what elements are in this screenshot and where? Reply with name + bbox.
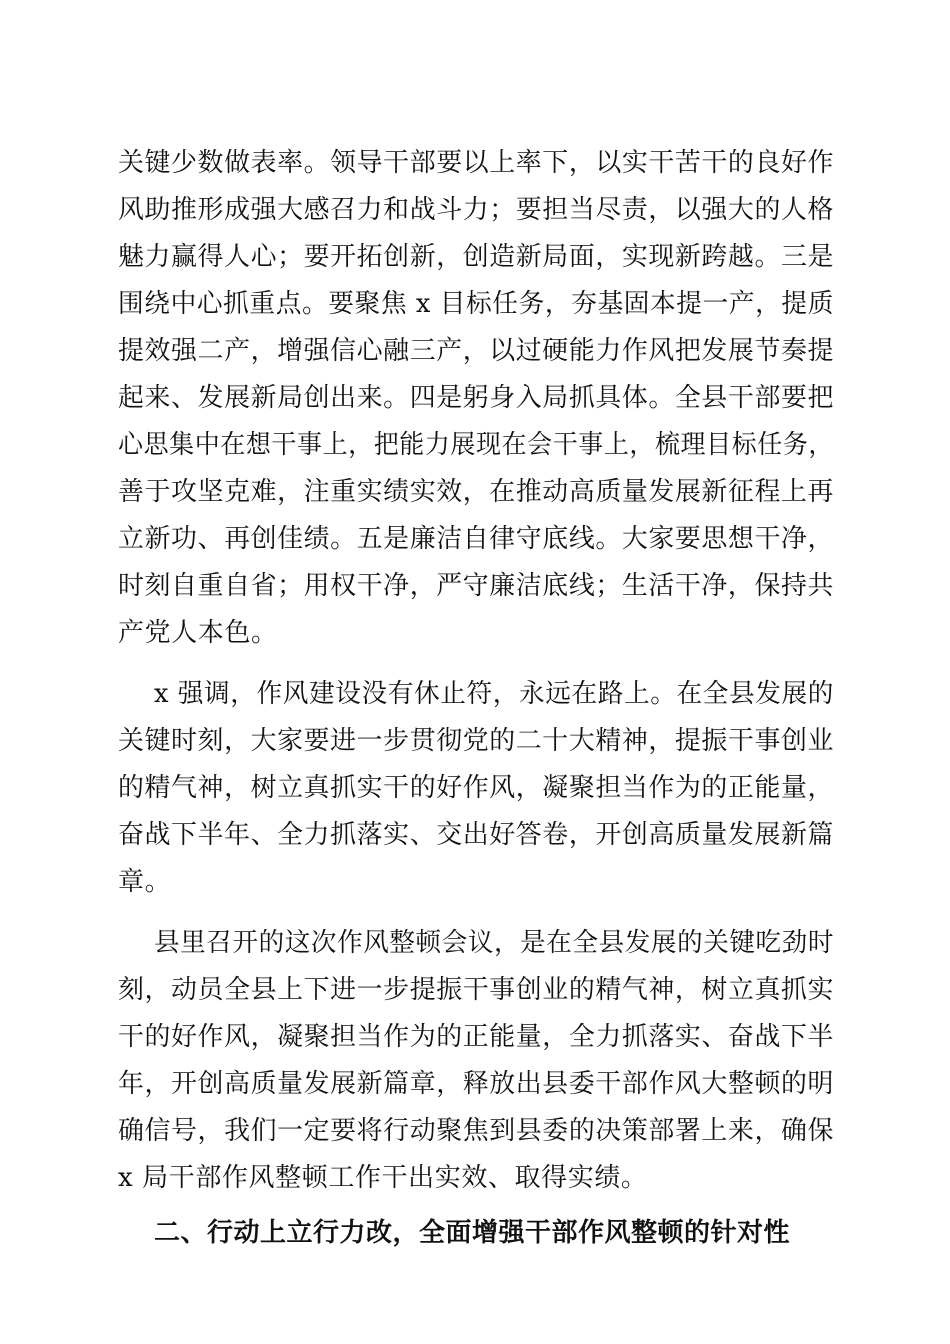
document-body: [118, 140, 834, 1258]
text-line: 关键少数做表率。领导干部要以上率下，以实干苦干的良好作: [118, 148, 834, 178]
text-line: 起来、发展新局创出来。四是躬身入局抓具体。全县干部要把: [118, 383, 834, 413]
paragraph-3: [118, 920, 834, 1202]
text-line: 的精气神，树立真抓实干的好作风，凝聚担当作为的正能量，: [118, 773, 834, 803]
text-line: 确信号，我们一定要将行动聚焦到县委的决策部署上来，确保: [118, 1116, 834, 1146]
text-line: 风助推形成强大感召力和战斗力；要担当尽责，以强大的人格: [118, 195, 834, 225]
text-line: 提效强二产，增强信心融三产，以过硬能力作风把发展节奏提: [118, 336, 834, 366]
text-line: 奋战下半年、全力抓落实、交出好答卷，开创高质量发展新篇: [118, 820, 834, 850]
text-line: 善于攻坚克难，注重实绩实效，在推动高质量发展新征程上再: [118, 477, 834, 507]
text-line: 心思集中在想干事上，把能力展现在会干事上，梳理目标任务，: [118, 430, 834, 460]
paragraph-1: [118, 140, 834, 657]
text-line: 干的好作风，凝聚担当作为的正能量，全力抓落实、奋战下半: [118, 1022, 834, 1052]
text-line: 关键时刻，大家要进一步贯彻党的二十大精神，提振干事创业: [118, 726, 834, 756]
text-line: 时刻自重自省；用权干净，严守廉洁底线；生活干净，保持共: [118, 571, 834, 601]
text-line: 魅力赢得人心；要开拓创新，创造新局面，实现新跨越。三是: [118, 242, 834, 272]
text-line: 年，开创高质量发展新篇章，释放出县委干部作风大整顿的明: [118, 1069, 834, 1099]
text-line: 围绕中心抓重点。要聚焦 x 目标任务，夯基固本提一产，提质: [118, 289, 834, 319]
text-line: 产党人本色。: [118, 618, 278, 648]
text-line: 县里召开的这次作风整顿会议，是在全县发展的关键吃劲时: [154, 928, 834, 958]
text-line: 刻，动员全县上下进一步提振干事创业的精气神，树立真抓实: [118, 975, 834, 1005]
paragraph-spacer: [118, 906, 834, 920]
text-line: x 强调，作风建设没有休止符，永远在路上。在全县发展的: [154, 679, 834, 709]
paragraph-2: [118, 671, 834, 906]
section-heading: 二、行动上立行力改，全面增强干部作风整顿的针对性: [154, 1218, 791, 1248]
text-line: 立新功、再创佳绩。五是廉洁自律守底线。大家要思想干净，: [118, 524, 834, 554]
text-line: x 局干部作风整顿工作干出实效、取得实绩。: [118, 1163, 648, 1193]
paragraph-spacer: [118, 657, 834, 671]
text-line: 章。: [118, 867, 172, 897]
